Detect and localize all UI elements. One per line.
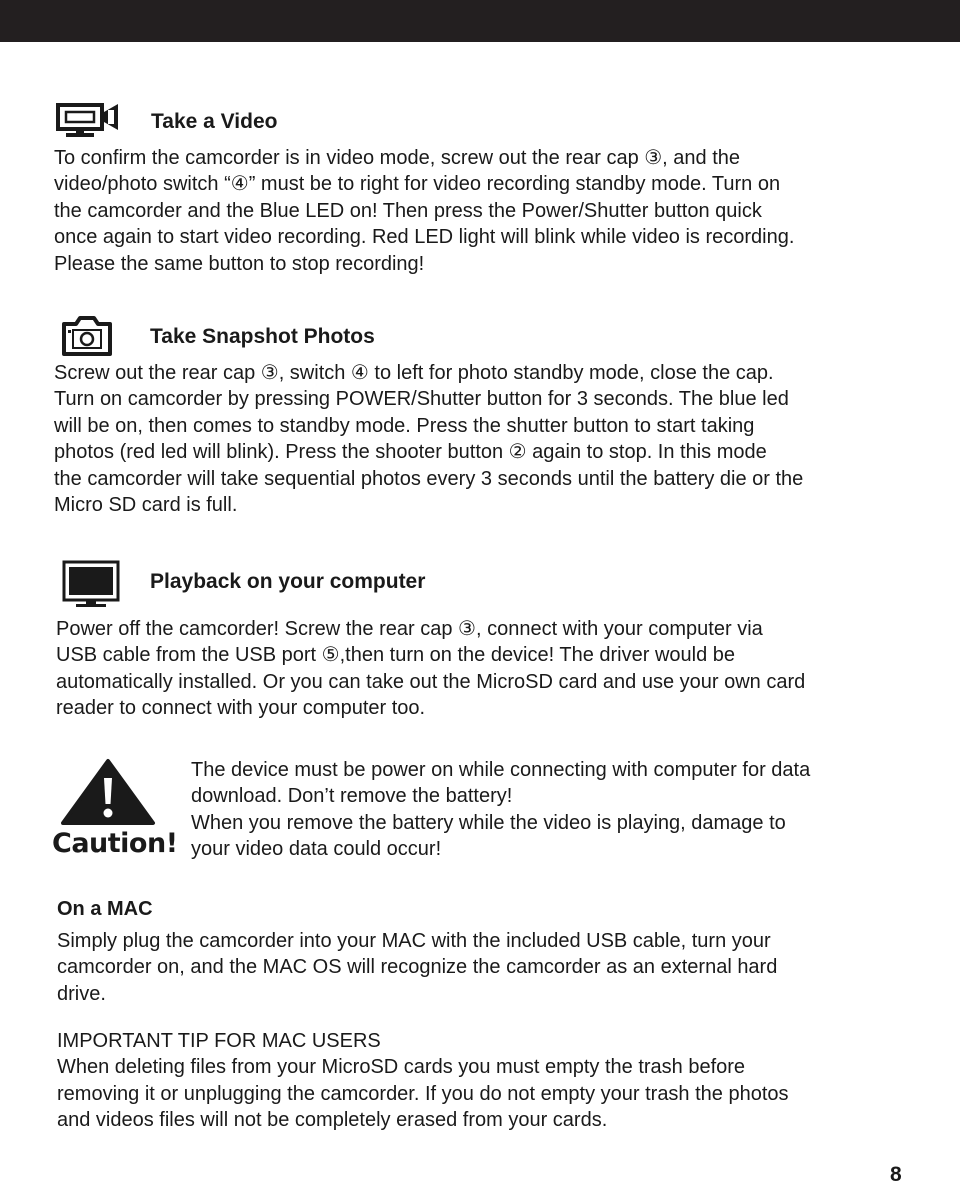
video-line: once again to start video recording. Red LED light will blink while video is recording. <box>54 226 795 249</box>
video-line: Please the same button to stop recording! <box>54 252 425 275</box>
caution-line: When you remove the battery while the video is playing, damage to <box>191 811 786 834</box>
video-line: the camcorder and the Blue LED on! Then press the Power/Shutter button quick <box>54 199 762 222</box>
caution-line: your video data could occur! <box>191 838 442 861</box>
video-section-title: Take a Video <box>151 110 278 133</box>
page-number: 8 <box>890 1163 902 1186</box>
photo-line: Micro SD card is full. <box>54 494 238 517</box>
photo-section-text <box>54 360 803 518</box>
photo-line: photos (red led will blink). Press the shooter button ② again to stop. In this mode <box>54 441 767 464</box>
playback-line: automatically installed. Or you can take out the MicroSD card and use your own card <box>56 670 806 693</box>
playback-section-title: Playback on your computer <box>150 570 426 593</box>
playback-section-text <box>56 616 805 722</box>
caution-label: Caution! <box>52 828 178 859</box>
mac-line: drive. <box>57 982 106 1005</box>
playback-line: USB cable from the USB port ⑤,then turn on the device! The driver would be <box>56 644 736 667</box>
mac-tip-heading: IMPORTANT TIP FOR MAC USERS <box>57 1030 381 1052</box>
video-line: To confirm the camcorder is in video mode, screw out the rear cap ③, and the <box>54 147 741 169</box>
video-camera-icon <box>56 102 124 138</box>
top-bar <box>0 0 960 42</box>
monitor-icon <box>62 560 120 608</box>
photo-line: Screw out the rear cap ③, switch ④ to left for photo standby mode, close the cap. <box>54 362 774 384</box>
mac-section-title: On a MAC <box>57 898 153 920</box>
caution-text <box>191 757 810 863</box>
video-section-text <box>54 145 794 277</box>
warning-icon <box>60 758 156 826</box>
photo-line: Turn on camcorder by pressing POWER/Shutter button for 3 seconds. The blue led <box>54 388 789 411</box>
playback-line: reader to connect with your computer too. <box>56 697 426 720</box>
video-line: video/photo switch “④” must be to right for video recording standby mode. Turn on <box>54 173 781 196</box>
caution-line: The device must be power on while connecting with computer for data <box>191 759 811 781</box>
mac-section-text <box>57 928 777 1007</box>
playback-line: Power off the camcorder! Screw the rear cap ③, connect with your computer via <box>56 618 763 640</box>
camera-icon <box>62 316 112 356</box>
caution-line: download. Don’t remove the battery! <box>191 785 513 808</box>
mac-tip-text <box>57 1028 789 1134</box>
photo-line: the camcorder will take sequential photos every 3 seconds until the battery die or the <box>54 467 804 490</box>
mac-tip-line: removing it or unplugging the camcorder. If you do not empty your trash the photos <box>57 1082 789 1105</box>
mac-line: camcorder on, and the MAC OS will recognize the camcorder as an external hard <box>57 956 778 979</box>
photo-line: will be on, then comes to standby mode. Press the shutter button to start taking <box>54 414 755 437</box>
mac-tip-line: When deleting files from your MicroSD cards you must empty the trash before <box>57 1056 746 1079</box>
photo-section-title: Take Snapshot Photos <box>150 325 375 348</box>
mac-tip-line: and videos files will not be completely erased from your cards. <box>57 1109 608 1132</box>
mac-line: Simply plug the camcorder into your MAC with the included USB cable, turn your <box>57 930 771 952</box>
